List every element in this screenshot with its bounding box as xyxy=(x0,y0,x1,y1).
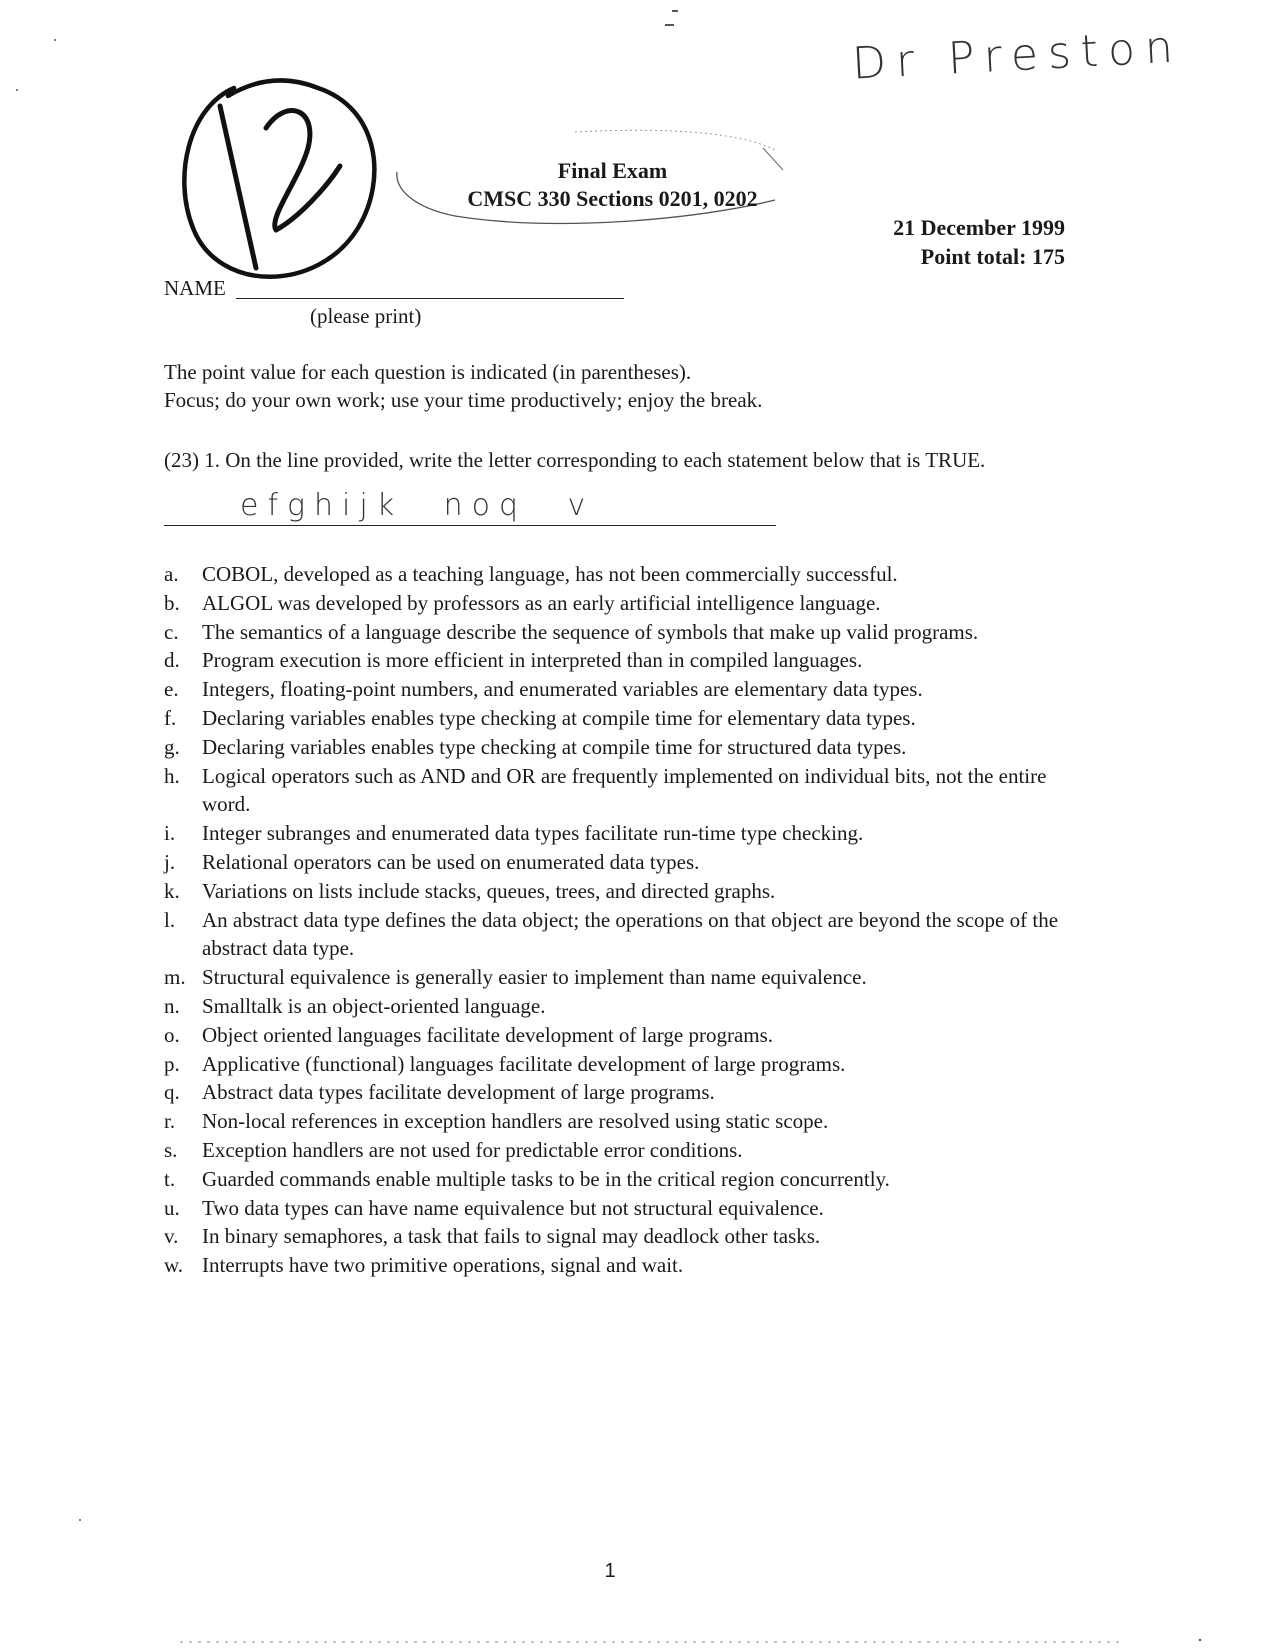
page-number: 1 xyxy=(604,1560,616,1582)
statement-text: Object oriented languages facilitate development of large programs. xyxy=(202,1022,774,1047)
statement-letter: v. xyxy=(164,1224,179,1249)
statement-item xyxy=(164,1107,1084,1136)
statement-item xyxy=(164,877,1084,906)
statement-item xyxy=(164,819,1084,848)
statement-text: Non-local references in exception handlers are resolved using static scope. xyxy=(202,1109,829,1134)
statement-letter: q. xyxy=(164,1080,180,1105)
statement-list xyxy=(164,560,1084,1280)
statement-text: In binary semaphores, a task that fails to signal may deadlock other tasks. xyxy=(202,1224,821,1249)
statement-text: Declaring variables enables type checking at compile time for structured data types. xyxy=(202,734,907,759)
statement-letter: i. xyxy=(164,821,176,846)
statement-item xyxy=(164,733,1084,762)
statement-letter: k. xyxy=(164,878,180,903)
statement-text: Logical operators such as AND and OR are frequently implemented on individual bits, not the entire word. xyxy=(202,763,1047,817)
statement-letter: t. xyxy=(164,1166,176,1191)
name-label: NAME xyxy=(164,276,226,300)
statement-item xyxy=(164,1050,1084,1079)
handwritten-swoosh xyxy=(395,120,855,250)
statement-item xyxy=(164,906,1084,964)
statement-item xyxy=(164,1251,1084,1280)
statement-text: Declaring variables enables type checking at compile time for elementary data types. xyxy=(202,705,916,730)
statement-text: Exception handlers are not used for predictable error conditions. xyxy=(202,1137,743,1162)
instruction-line-2: Focus; do your own work; use your time productively; enjoy the break. xyxy=(164,388,763,412)
statement-item xyxy=(164,1021,1084,1050)
course-title: CMSC 330 Sections 0201, 0202 xyxy=(467,186,758,211)
statement-letter: g. xyxy=(164,734,180,759)
statement-text: The semantics of a language describe the sequence of symbols that make up valid programs. xyxy=(202,619,979,644)
statement-text: Interrupts have two primitive operations, signal and wait. xyxy=(202,1253,684,1278)
statement-letter: a. xyxy=(164,562,179,586)
exam-title: Final Exam xyxy=(557,158,668,183)
statement-item xyxy=(164,589,1084,618)
statement-text: Guarded commands enable multiple tasks to be in the critical region concurrently. xyxy=(202,1166,890,1191)
statement-text: Applicative (functional) languages facilitate development of large programs. xyxy=(202,1051,846,1076)
statement-item xyxy=(164,1194,1084,1223)
statement-item xyxy=(164,675,1084,704)
instruction-line-1: The point value for each question is indicated (in parentheses). xyxy=(164,360,692,384)
statement-text: Program execution is more efficient in interpreted than in compiled languages. xyxy=(202,648,863,673)
name-input-line[interactable] xyxy=(236,298,624,299)
statement-text: Structural equivalence is generally easier to implement than name equivalence. xyxy=(202,965,867,990)
statement-letter: c. xyxy=(164,619,179,644)
statement-text: An abstract data type defines the data object; the operations on that object are beyond the scope of the abstract data type. xyxy=(202,907,1059,961)
statement-item xyxy=(164,762,1084,820)
statement-text: Integer subranges and enumerated data types facilitate run-time type checking. xyxy=(202,821,864,846)
statement-item xyxy=(164,1222,1084,1251)
statement-letter: s. xyxy=(164,1137,178,1162)
statement-text: Integers, floating-point numbers, and enumerated variables are elementary data types. xyxy=(202,677,923,702)
answer-line[interactable] xyxy=(164,525,776,526)
exam-date: 21 December 1999 xyxy=(893,215,1065,240)
statement-item xyxy=(164,1165,1084,1194)
statement-item xyxy=(164,1078,1084,1107)
question-1-prompt: (23) 1. On the line provided, write the letter corresponding to each statement below that is TRUE. xyxy=(164,448,986,472)
circled-score-mark xyxy=(168,68,386,298)
name-hint: (please print) xyxy=(310,304,422,328)
statement-letter: w. xyxy=(164,1253,184,1278)
statement-item xyxy=(164,992,1084,1021)
statement-item xyxy=(164,848,1084,877)
statement-letter: j. xyxy=(164,849,176,874)
handwritten-signature: Dr Preston xyxy=(850,21,1185,90)
statement-letter: u. xyxy=(164,1195,180,1220)
statement-item xyxy=(164,963,1084,992)
statement-letter: b. xyxy=(164,590,180,615)
point-total: Point total: 175 xyxy=(920,244,1065,269)
statement-text: COBOL, developed as a teaching language, has not been commercially successful. xyxy=(202,562,898,586)
statement-text: Two data types can have name equivalence but not structural equivalence. xyxy=(202,1195,824,1220)
statement-item xyxy=(164,1136,1084,1165)
statement-letter: d. xyxy=(164,648,180,673)
statement-letter: o. xyxy=(164,1022,180,1047)
statement-text: Abstract data types facilitate development of large programs. xyxy=(202,1080,715,1105)
statement-letter: p. xyxy=(164,1051,180,1076)
statement-text: ALGOL was developed by professors as an early artificial intelligence language. xyxy=(202,590,881,615)
statement-item xyxy=(164,646,1084,675)
handwritten-answer: efghijk noq v xyxy=(240,488,595,523)
statement-letter: r. xyxy=(164,1109,176,1134)
statement-letter: l. xyxy=(164,907,176,932)
statement-letter: e. xyxy=(164,677,179,702)
statement-item xyxy=(164,560,1084,589)
statement-item xyxy=(164,704,1084,733)
statement-letter: h. xyxy=(164,763,180,788)
statement-text: Variations on lists include stacks, queues, trees, and directed graphs. xyxy=(202,878,776,903)
statement-text: Relational operators can be used on enumerated data types. xyxy=(202,849,700,874)
statement-letter: m. xyxy=(164,965,186,990)
statement-text: Smalltalk is an object-oriented language. xyxy=(202,993,546,1018)
statement-item xyxy=(164,618,1084,647)
statement-letter: n. xyxy=(164,993,180,1018)
statement-letter: f. xyxy=(164,705,177,730)
